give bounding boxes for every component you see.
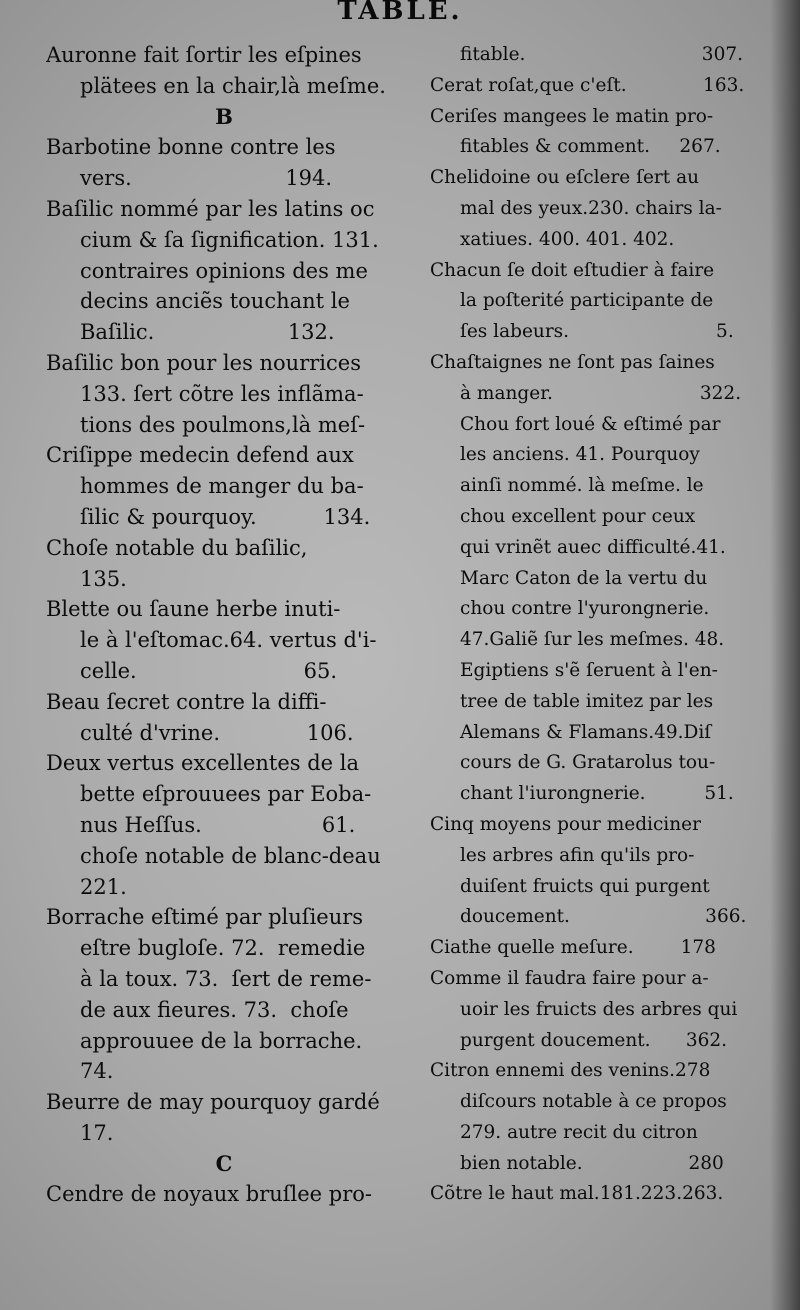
index-continuation-line [46, 625, 432, 656]
index-line-text: Cendre de noyaux bruſlee pro- [46, 1182, 372, 1207]
index-continuation-line [46, 1026, 432, 1057]
index-line-text: Barbotine bonne contre les [46, 135, 336, 160]
index-line-text: xatiues. 400. 401. 402. [460, 228, 675, 250]
index-entry-line [46, 40, 432, 71]
index-line-text: Chou fort loué & eſtimé par [460, 413, 721, 435]
index-line-text: 74. [80, 1059, 114, 1084]
index-line-text: duiſent fruicts qui purgent [460, 875, 710, 897]
index-line-text: B [215, 103, 233, 129]
index-entry-line [430, 933, 775, 964]
section-letter [46, 102, 432, 133]
index-continuation-line [430, 872, 775, 903]
index-continuation-line [46, 995, 432, 1026]
index-line-text: plätees en la chair,là meſme. [80, 73, 386, 98]
index-line-text: 135. [80, 566, 127, 591]
index-entry-line [46, 687, 432, 718]
index-line-text: Beurre de may pourquoy gardé [46, 1090, 380, 1115]
index-continuation-line [46, 810, 432, 841]
index-line-text: uoir les fruicts des arbres qui [460, 998, 738, 1020]
index-continuation-line [430, 40, 775, 71]
index-line-text: Marc Caton de la vertu du [460, 567, 708, 589]
index-line-text: ſilic & pourquoy. 134. [80, 504, 371, 529]
index-line-text: 221. [80, 874, 127, 899]
index-continuation-line [430, 132, 775, 163]
index-line-text: choſe notable de blanc-deau [80, 843, 381, 868]
index-continuation-line [430, 1149, 775, 1180]
index-line-text: ſes labeurs. 5. [460, 321, 734, 343]
index-continuation-line [430, 502, 775, 533]
index-line-text: à manger. 322. [460, 382, 742, 404]
index-continuation-line [430, 317, 775, 348]
index-entry-line [430, 810, 775, 841]
index-continuation-line [46, 779, 432, 810]
index-continuation-line [46, 933, 432, 964]
index-line-text: le à l'eſtomac.64. vertus d'i- [80, 628, 377, 653]
index-entry-line [46, 748, 432, 779]
index-continuation-line [430, 748, 775, 779]
index-line-text: purgent doucement. 362. [460, 1029, 728, 1051]
index-continuation-line [46, 1118, 432, 1149]
index-entry-line [46, 902, 432, 933]
index-line-text: Cõtre le haut mal.181.223.263. [430, 1183, 724, 1205]
index-line-text: Criſippe medecin defend aux [46, 443, 354, 468]
index-entry-line [430, 964, 775, 995]
index-line-text: approuuee de la borrache. [80, 1028, 363, 1053]
index-continuation-line [430, 779, 775, 810]
index-continuation-line [430, 440, 775, 471]
index-entry-line [46, 348, 432, 379]
index-continuation-line [430, 1118, 775, 1149]
index-line-text: Choſe notable du baſilic, [46, 535, 308, 560]
index-line-text: Auronne fait ſortir les eſpines [46, 43, 362, 67]
index-continuation-line [46, 410, 432, 441]
index-continuation-line [430, 410, 775, 441]
index-line-text: Egiptiens s'ẽ ſeruent à l'en- [460, 659, 718, 681]
index-line-text: celle. 65. [80, 658, 338, 683]
index-line-text: Chelidoine ou eſclere ſert au [430, 167, 700, 189]
index-continuation-line [430, 594, 775, 625]
index-line-text: contraires opinions des me [80, 258, 368, 283]
index-continuation-line [430, 718, 775, 749]
index-entry-line [430, 163, 775, 194]
index-line-text: qui vrinẽt auec difficulté.41. [460, 536, 726, 558]
index-continuation-line [46, 964, 432, 995]
index-line-text: Chacun ſe doit eſtudier à faire [430, 259, 715, 281]
index-line-text: Cinq moyens pour mediciner [430, 813, 701, 835]
index-continuation-line [430, 471, 775, 502]
index-column-left [46, 40, 432, 1210]
index-line-text: Beau ſecret contre la diffi- [46, 689, 327, 714]
index-continuation-line [430, 1087, 775, 1118]
index-line-text: 279. autre recit du citron [460, 1121, 698, 1143]
index-continuation-line [46, 564, 432, 595]
index-continuation-line [46, 379, 432, 410]
index-line-text: Borrache eſtimé par pluſieurs [46, 905, 364, 930]
index-line-text: cium & ſa ſignification. 131. [80, 227, 379, 252]
page-header-title: TABLE. [337, 0, 463, 26]
index-entry-line [46, 440, 432, 471]
index-line-text: 17. [80, 1120, 114, 1145]
index-entry-line [46, 132, 432, 163]
index-continuation-line [46, 317, 432, 348]
index-continuation-line [430, 533, 775, 564]
index-line-text: 47.Galiẽ ſur les meſmes. 48. [460, 629, 725, 651]
index-continuation-line [430, 625, 775, 656]
index-entry-line [430, 1179, 775, 1210]
index-entry-line [46, 194, 432, 225]
index-continuation-line [46, 841, 432, 872]
index-line-text: les anciens. 41. Pourquoy [460, 444, 700, 466]
index-line-text: Comme il faudra faire pour a- [430, 967, 709, 989]
index-line-text: cours de G. Gratarolus tou- [460, 752, 716, 774]
index-continuation-line [46, 256, 432, 287]
index-continuation-line [46, 502, 432, 533]
index-line-text: decins anciẽs touchant le [80, 289, 350, 314]
index-line-text: bette eſprouuees par Eoba- [80, 782, 372, 807]
index-continuation-line [430, 1026, 775, 1057]
index-column-right [430, 40, 775, 1210]
index-line-text: Baſilic. 132. [80, 320, 335, 345]
index-line-text: nus Heſſus. 61. [80, 812, 356, 837]
index-line-text: fitable. 307. [460, 44, 744, 65]
index-continuation-line [430, 687, 775, 718]
index-continuation-line [430, 194, 775, 225]
index-continuation-line [430, 286, 775, 317]
index-line-text: Cerat roſat,que c'eſt. 163. [430, 74, 745, 96]
index-line-text: Alemans & Flamans.49.Diſ [460, 721, 712, 743]
index-continuation-line [46, 225, 432, 256]
index-line-text: ainſi nommé. là meſme. le [460, 475, 704, 497]
index-continuation-line [46, 71, 432, 102]
index-line-text: Baſilic nommé par les latins oc [46, 196, 375, 221]
index-line-text: chou excellent pour ceux [460, 505, 696, 527]
index-entry-line [430, 256, 775, 287]
index-line-text: les arbres afin qu'ils pro- [460, 844, 695, 866]
index-continuation-line [430, 841, 775, 872]
index-line-text: bien notable. 280 [460, 1152, 724, 1174]
index-line-text: hommes de manger du ba- [80, 474, 364, 499]
index-line-text: eſtre bugloſe. 72. remedie [80, 936, 366, 961]
index-line-text: tions des poulmons,là meſ- [80, 412, 366, 437]
index-line-text: culté d'vrine. 106. [80, 720, 354, 745]
index-line-text: tree de table imitez par les [460, 690, 714, 712]
index-continuation-line [430, 902, 775, 933]
index-entry-line [46, 594, 432, 625]
index-continuation-line [430, 379, 775, 410]
index-line-text: vers. 194. [80, 166, 333, 191]
index-entry-line [46, 1179, 432, 1210]
index-line-text: fitables & comment. 267. [460, 136, 721, 158]
index-line-text: Blette ou ſaune herbe inuti- [46, 597, 341, 622]
index-line-text: Citron ennemi des venins.278 [430, 1060, 711, 1082]
index-entry-line [430, 102, 775, 133]
index-continuation-line [430, 656, 775, 687]
index-continuation-line [46, 656, 432, 687]
index-continuation-line [430, 564, 775, 595]
index-line-text: Ceriſes mangees le matin pro- [430, 105, 714, 127]
index-line-text: 133. ſert cõtre les inflãma- [80, 381, 364, 406]
index-entry-line [430, 348, 775, 379]
index-continuation-line [430, 225, 775, 256]
index-entry-line [46, 1087, 432, 1118]
index-entry-line [46, 533, 432, 564]
index-line-text: chou contre l'yurongnerie. [460, 598, 710, 620]
index-line-text: doucement. 366. [460, 906, 747, 928]
index-line-text: la poſterité participante de [460, 290, 714, 312]
index-continuation-line [430, 995, 775, 1026]
index-line-text: C [215, 1150, 233, 1176]
index-line-text: Deux vertus excellentes de la [46, 751, 360, 776]
index-line-text: Ciathe quelle meſure. 178 [430, 937, 716, 959]
index-continuation-line [46, 718, 432, 749]
index-line-text: diſcours notable à ce propos [460, 1091, 727, 1113]
index-line-text: à la toux. 73. ſert de reme- [80, 966, 372, 991]
index-line-text: Chaſtaignes ne ſont pas ſaines [430, 351, 715, 373]
index-entry-line [430, 1056, 775, 1087]
section-letter [46, 1149, 432, 1180]
index-continuation-line [46, 471, 432, 502]
index-entry-line [430, 71, 775, 102]
index-line-text: mal des yeux.230. chairs la- [460, 197, 722, 219]
index-line-text: Baſilic bon pour les nourrices [46, 350, 361, 375]
index-continuation-line [46, 286, 432, 317]
index-line-text: de aux fieures. 73. choſe [80, 997, 349, 1022]
index-continuation-line [46, 163, 432, 194]
index-continuation-line [46, 1056, 432, 1087]
index-line-text: chant l'iurongnerie. 51. [460, 783, 734, 805]
index-continuation-line [46, 872, 432, 903]
